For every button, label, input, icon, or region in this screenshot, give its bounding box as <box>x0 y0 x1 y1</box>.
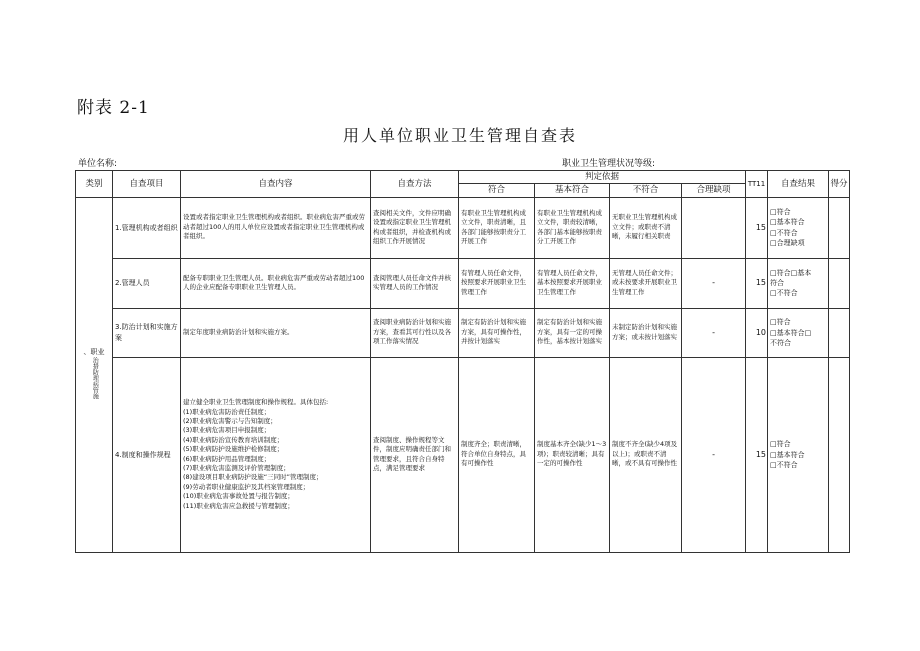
row-score: 15 <box>746 197 768 258</box>
list-item: (4)职业病防治宣传教育培训制度； <box>183 435 284 444</box>
list-item: (3)职业病危害项目申报制度； <box>183 426 271 435</box>
result-option[interactable]: □符合 <box>770 208 791 217</box>
list-item: (6)职业病防护用品管理制度； <box>183 454 271 463</box>
row-score-input[interactable] <box>829 308 850 357</box>
list-item: (11)职业病危害应急救援与管理制度； <box>183 501 294 510</box>
row-content: 设置或者指定职业卫生管理机构或者组织。职业病危害严重或劳动者超过100人的用人单位应设置或者指定职业卫生管理机构或者组织。 <box>181 197 371 258</box>
row-nonconform: 无职业卫生管理机构成立文件；或职责不清晰，未履行相关职责 <box>610 197 682 258</box>
category-main: 、职业 <box>83 347 105 356</box>
row-nonconform: 制度不齐全(缺少4项及以上)；或职责不清晰，或不具有可操作性 <box>610 357 682 552</box>
row-score: 15 <box>746 357 768 552</box>
row-item: 4.制度和操作规程 <box>113 357 181 552</box>
result-option[interactable]: □不符合 <box>770 228 798 237</box>
list-item: (10)职业病危害事故处置与报告制度； <box>183 492 294 501</box>
row-basic: 有职业卫生管理机构成立文件，职责较清晰，各部门基本能够按职责分工开展工作 <box>535 197 610 258</box>
page-title: 用人单位职业卫生管理自查表 <box>342 126 577 145</box>
row-method: 查阅管理人员任命文件并核实管理人员的工作情况 <box>371 258 459 308</box>
list-item: (9)劳动者职业健康监护及其档案管理制度； <box>183 482 310 491</box>
row-score: 10 <box>746 308 768 357</box>
list-item: (2)职业病危害警示与告知制度； <box>183 416 277 425</box>
list-item: (5)职业病防护设施维护检修制度； <box>183 445 284 454</box>
header-result: 自查结果 <box>768 171 829 198</box>
category-vertical: 治措防理病管施 <box>91 357 99 400</box>
result-option[interactable]: 不符合 <box>770 338 792 347</box>
unit-name-label: 单位名称: <box>78 159 118 169</box>
row-basic: 制度基本齐全(缺少1～3项)；职责较清晰；具有一定的可操作性 <box>535 357 610 552</box>
row-score-input[interactable] <box>829 197 850 258</box>
management-grade-label: 职业卫生管理状况等级: <box>562 159 656 169</box>
header-conform: 符合 <box>459 184 535 197</box>
result-option[interactable]: □不符合 <box>770 289 798 298</box>
header-basic: 基本符合 <box>535 184 610 197</box>
row-basic: 制定有防治计划和实施方案，具有一定的可操作性，基本按计划落实 <box>535 308 610 357</box>
result-option[interactable]: □符合 <box>770 440 791 449</box>
list-item: (7)职业病危害监测及评价管理制度； <box>183 464 290 473</box>
row-item: 3.防治计划和实施方案 <box>113 308 181 357</box>
row-result <box>768 197 829 258</box>
row-result <box>768 357 829 552</box>
row-conform: 有职业卫生管理机构成立文件，职责清晰，且各部门能够按职责分工开展工作 <box>459 197 535 258</box>
self-check-table <box>75 170 850 553</box>
table-row <box>76 357 850 552</box>
row-method: 查阅职业病防治计划和实施方案，查看其可行性以及各项工作落实情况 <box>371 308 459 357</box>
result-option[interactable]: □基本符合 <box>770 218 805 227</box>
row-result <box>768 308 829 357</box>
table-row <box>76 308 850 357</box>
row-content: 配备专职职业卫生管理人员。职业病危害严重或劳动者超过100人的企业应配备专职职业卫生管理人员。 <box>181 258 371 308</box>
row-item: 1.管理机构或者组织 <box>113 197 181 258</box>
header-score: 得分 <box>829 171 850 198</box>
row-conform: 制定有防治计划和实施方案，具有可操作性，并按计划落实 <box>459 308 535 357</box>
list-item: (1)职业病危害防治责任制度； <box>183 407 271 416</box>
table-row <box>76 258 850 308</box>
row-item: 2.管理人员 <box>113 258 181 308</box>
header-content: 自查内容 <box>181 171 371 198</box>
header-method: 自查方法 <box>371 171 459 198</box>
result-option[interactable]: □合理缺项 <box>770 238 805 247</box>
category-cell <box>76 197 113 552</box>
row-score: 15 <box>746 258 768 308</box>
row-conform: 制度齐全；职责清晰，符合单位自身特点，具有可操作性 <box>459 357 535 552</box>
row-reasonable <box>682 197 746 258</box>
row-reasonable: - <box>682 308 746 357</box>
result-option[interactable]: □符合□基本 <box>770 268 812 277</box>
row-method: 查阅相关文件，文件应明确设置或指定职业卫生管理机构或者组织，并检查机构或组织工作开展情况 <box>371 197 459 258</box>
result-option[interactable]: □不符合 <box>770 460 798 469</box>
header-tt: TT11 <box>746 171 768 198</box>
attachment-label: 附表 2-1 <box>77 98 150 118</box>
result-option[interactable]: □基本符合□ <box>770 328 812 337</box>
row-reasonable: - <box>682 258 746 308</box>
result-option[interactable]: 符合 <box>770 279 785 288</box>
row-score-input[interactable] <box>829 357 850 552</box>
row-reasonable: - <box>682 357 746 552</box>
header-item: 自查项目 <box>113 171 181 198</box>
table-row <box>76 197 850 258</box>
row-score-input[interactable] <box>829 258 850 308</box>
row-content <box>181 357 371 552</box>
row-basic: 有管理人员任命文件，基本按照要求开展职业卫生管理工作 <box>535 258 610 308</box>
result-option[interactable]: □基本符合 <box>770 450 805 459</box>
row-method: 查阅制度、操作规程等文件，制度应明确责任部门和管理要求，且符合自身特点，满足管理要求 <box>371 357 459 552</box>
header-reasonable: 合理缺项 <box>682 184 746 197</box>
row-conform: 有管理人员任命文件，按照要求开展职业卫生管理工作 <box>459 258 535 308</box>
result-option[interactable]: □符合 <box>770 318 791 327</box>
header-category: 类别 <box>76 171 113 198</box>
content-intro: 建立健全职业卫生管理制度和操作规程。具体包括: <box>183 398 329 407</box>
header-nonconform: 不符合 <box>610 184 682 197</box>
row-nonconform: 无管理人员任命文件；或未按要求开展职业卫生管理工作 <box>610 258 682 308</box>
header-basis: 判定依据 <box>459 171 746 184</box>
row-result <box>768 258 829 308</box>
row-content: 制定年度职业病防治计划和实施方案。 <box>181 308 371 357</box>
list-item: (8)建设项目职业病防护设施“三同时”管理制度； <box>183 473 323 482</box>
row-nonconform: 未制定防治计划和实施方案；或未按计划落实 <box>610 308 682 357</box>
